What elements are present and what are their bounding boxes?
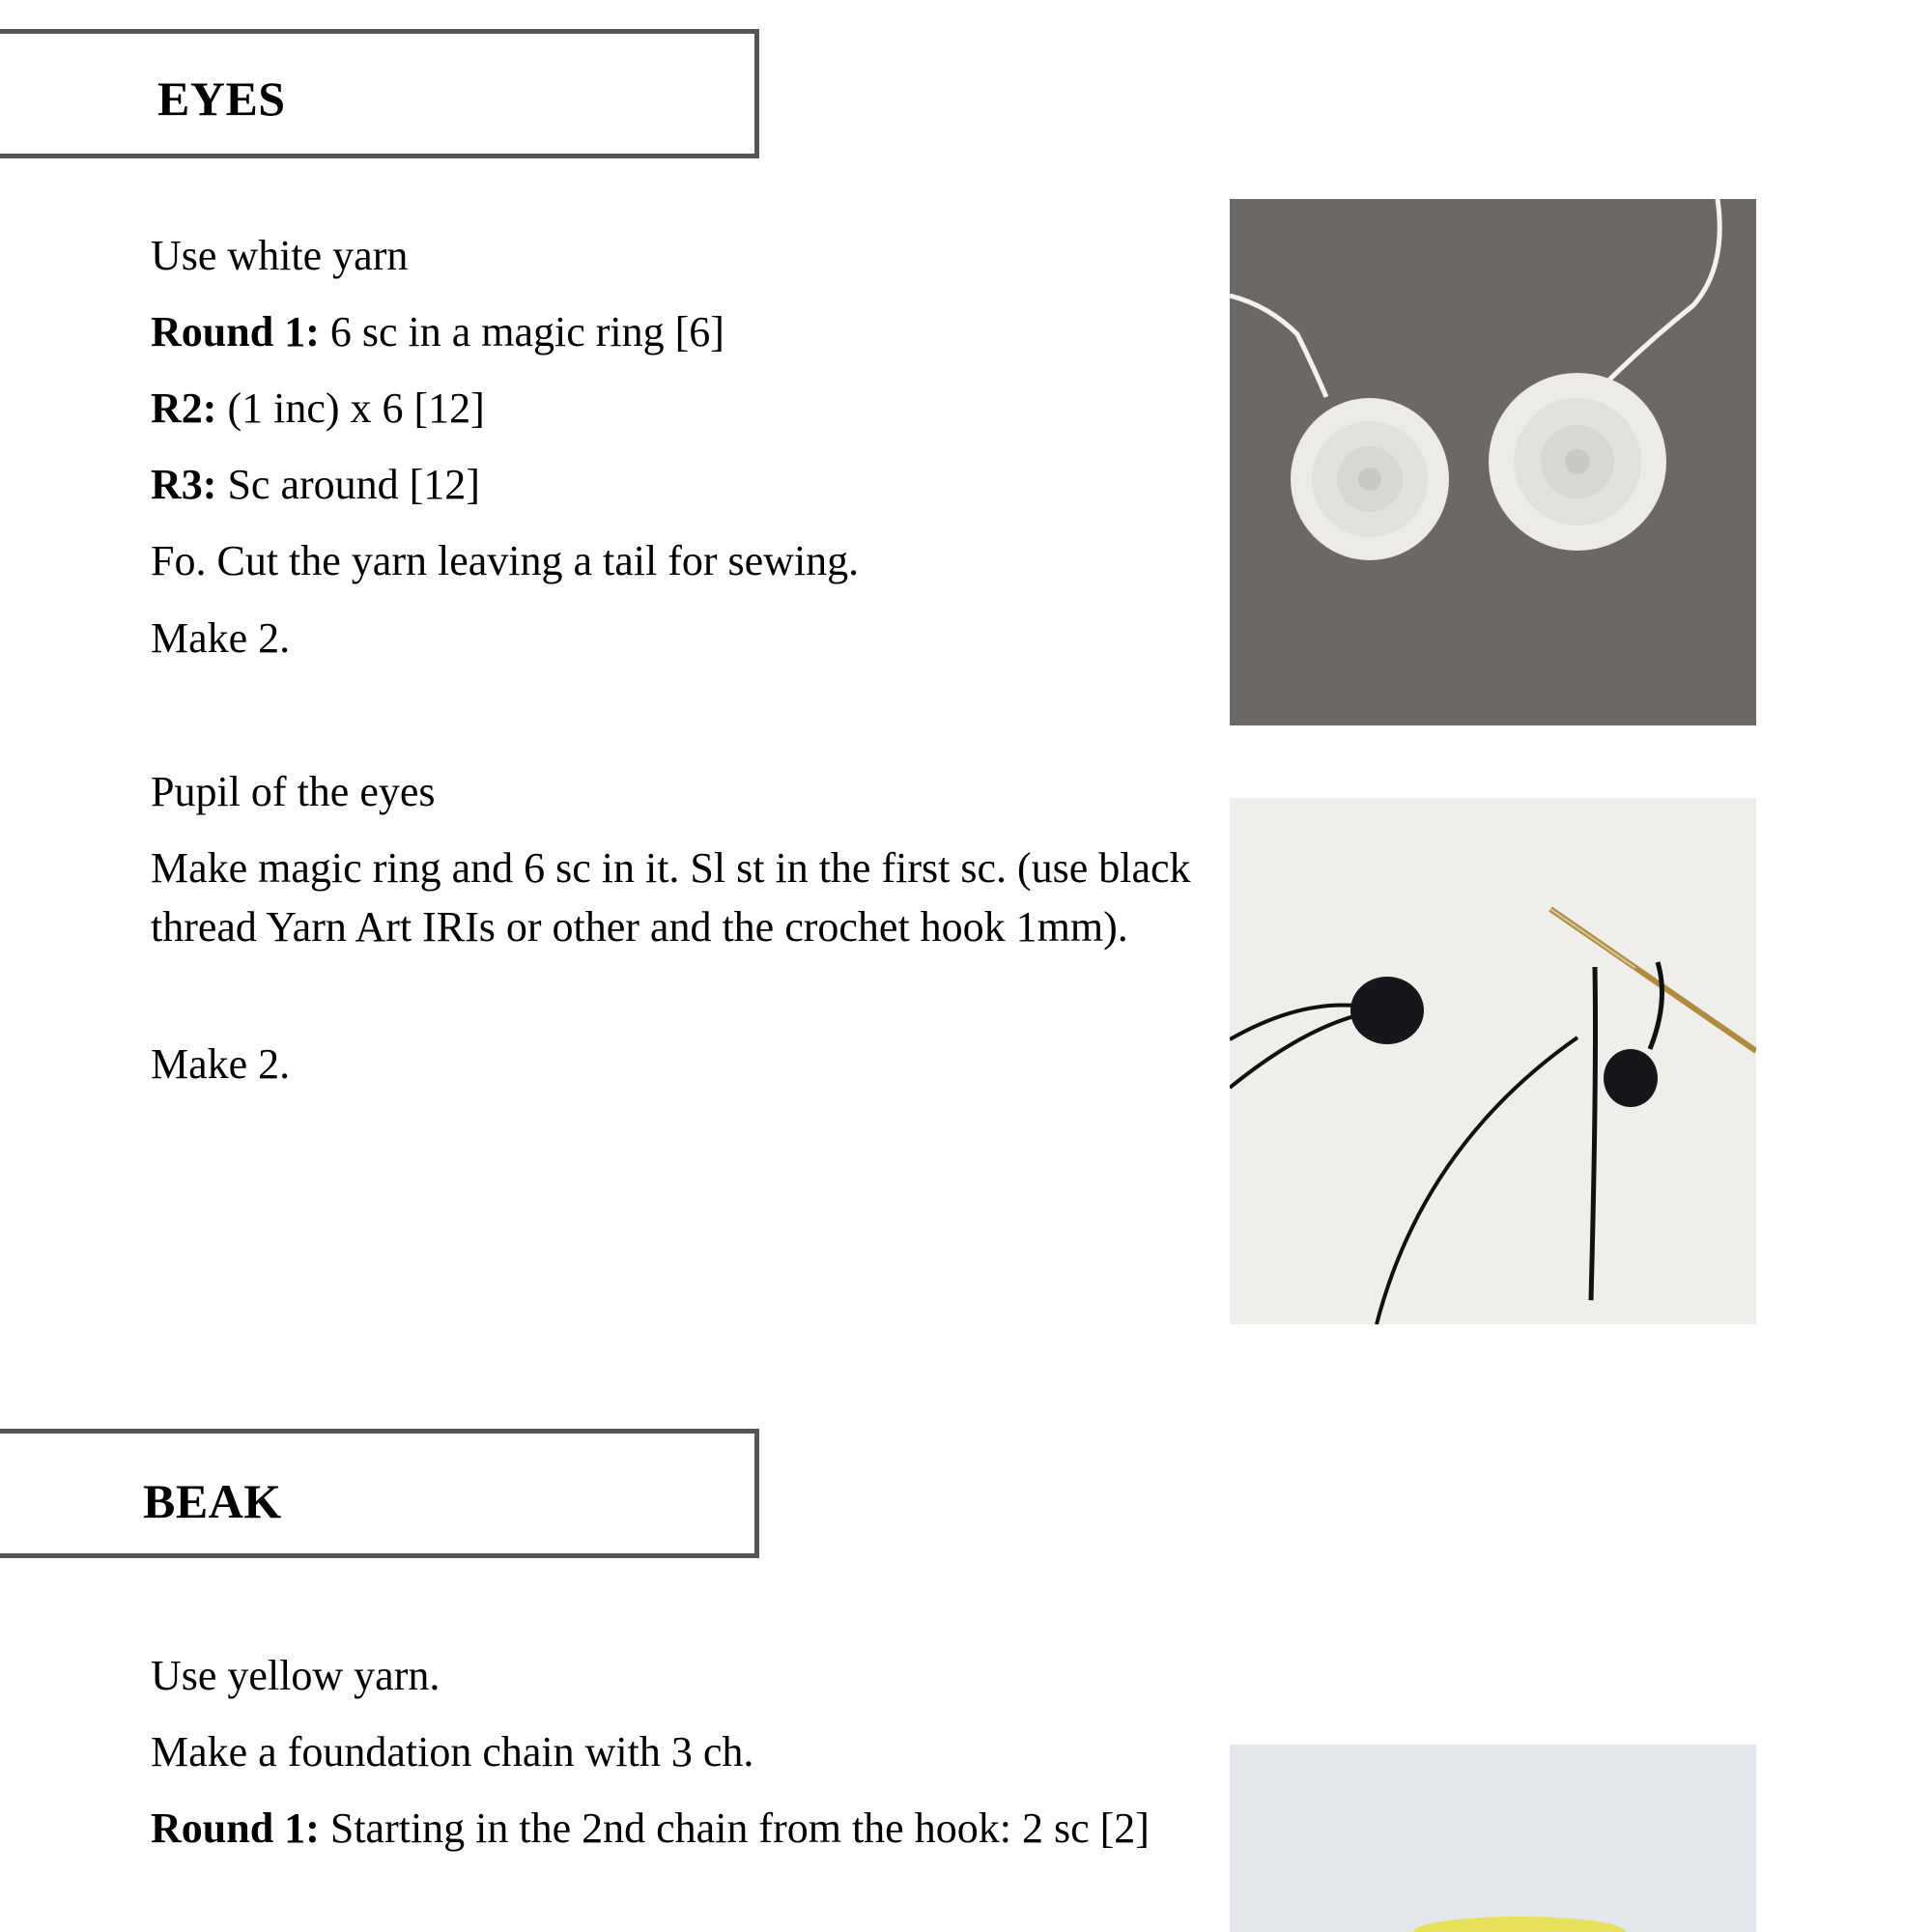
black-pupils-photo bbox=[1230, 798, 1756, 1324]
eyes-round-3 bbox=[151, 455, 480, 514]
round-label: Round 1: bbox=[151, 308, 320, 355]
eyes-make-text: Make 2. bbox=[151, 614, 291, 662]
round-text: 6 sc in a magic ring [6] bbox=[319, 308, 724, 355]
eyes-round-2 bbox=[151, 379, 485, 438]
eyes-round-1 bbox=[151, 302, 724, 361]
beak-title: BEAK bbox=[143, 1474, 282, 1528]
round-label: Round 1: bbox=[151, 1804, 320, 1852]
pupil-text: Make magic ring and 6 sc in it. Sl st in the first sc. (use black thread Yarn Art IRIs or other and the crochet hook 1mm). bbox=[151, 844, 1191, 951]
eyes-finish-text: Fo. Cut the yarn leaving a tail for sewing. bbox=[151, 537, 860, 584]
eyes-header-box bbox=[0, 29, 759, 158]
round-label: R2: bbox=[151, 384, 217, 432]
yellow-beak-photo bbox=[1230, 1745, 1756, 1932]
eyes-title: EYES bbox=[157, 71, 286, 126]
round-text: Sc around [12] bbox=[216, 461, 480, 508]
round-text: (1 inc) x 6 [12] bbox=[216, 384, 485, 432]
beak-yarn-text: Use yellow yarn. bbox=[151, 1652, 440, 1699]
beak-header-box bbox=[0, 1429, 759, 1558]
eyes-yarn-text: Use white yarn bbox=[151, 232, 409, 279]
pupil-heading: Pupil of the eyes bbox=[151, 768, 436, 815]
white-eyes-photo bbox=[1230, 199, 1756, 725]
round-label: R3: bbox=[151, 461, 217, 508]
beak-chain-text: Make a foundation chain with 3 ch. bbox=[151, 1728, 754, 1776]
pupil-make-text: Make 2. bbox=[151, 1040, 291, 1088]
beak-round-1 bbox=[151, 1799, 1194, 1858]
round-text: Starting in the 2nd chain from the hook: 2 sc [2] bbox=[319, 1804, 1150, 1852]
